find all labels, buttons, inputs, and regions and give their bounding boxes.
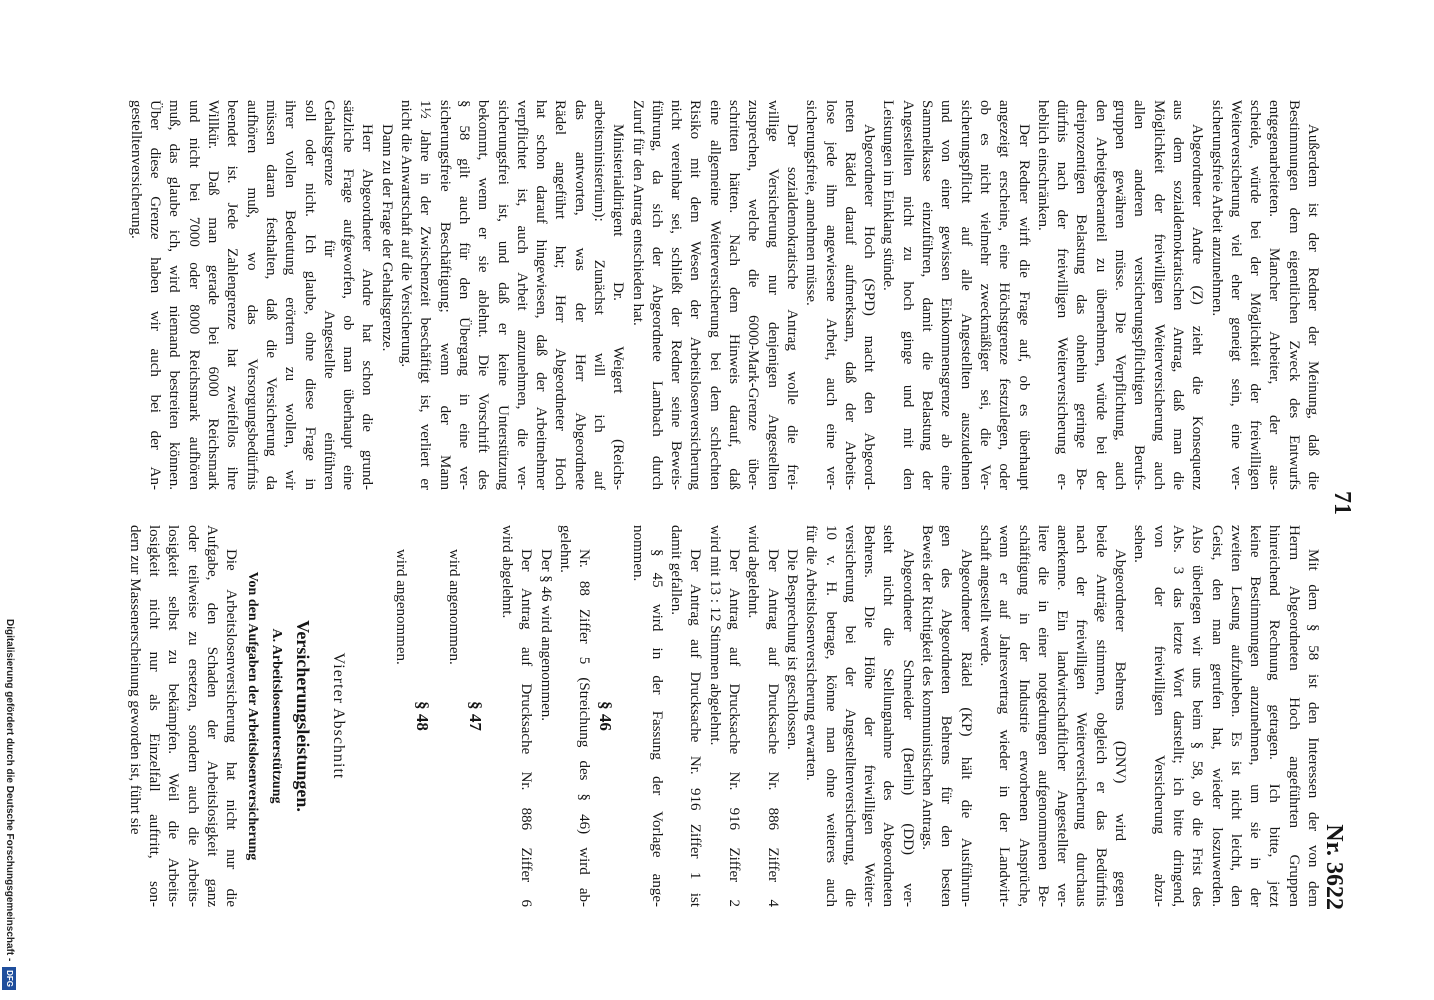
text-line: Willkür. Daß man gerade bei 6000 Reichsmark bbox=[205, 100, 222, 490]
text-line: wird abgelehnt. bbox=[745, 525, 762, 619]
text-line: ob es nicht vielmehr zweckmäßiger sei, die Ver- bbox=[976, 100, 993, 490]
text-line: Leistungen im Einklang stünde. bbox=[880, 100, 897, 291]
text-line: Abgeordneter Rädel (KP) hält die Ausführun- bbox=[957, 549, 974, 907]
text-line: für die Arbeitslosenversicherung erwarten. bbox=[803, 525, 820, 781]
paragraph bbox=[1206, 100, 1322, 490]
text-line: Der Redner wirft die Frage auf, ob es überhaupt bbox=[1015, 124, 1032, 490]
text-line: versicherung bei der Angestelltenversicherung, die bbox=[841, 525, 858, 907]
text-line: Abgeordneter Behrens (DNV) wird gegen bbox=[1112, 549, 1129, 907]
text-line: heblich einschränken. bbox=[1034, 100, 1051, 231]
text-line: damit gefallen. bbox=[668, 525, 685, 615]
text-line: verpflichtet ist, auch Arbeit anzunehmen, die ver- bbox=[513, 100, 530, 490]
text-line: von der freiwilligen Versicherung abzu- bbox=[1150, 525, 1167, 907]
text-line: keine Bestimmungen anzunehmen, um sie in der bbox=[1247, 525, 1264, 907]
paragraph bbox=[743, 525, 782, 907]
text-line: müssen daran festhalten, daß die Versicherung da bbox=[262, 100, 279, 490]
text-line: Außerdem ist der Redner der Meinung, daß die bbox=[1305, 124, 1321, 490]
text-line: nicht vereinbar sei, schließt der Redner seine Beweis- bbox=[668, 100, 685, 490]
paragraph bbox=[782, 525, 801, 907]
text-line: scheide, würde bei der Möglichkeit der freiwilligen bbox=[1247, 100, 1264, 490]
text-line: hinreichend Rechnung getragen. Ich bitte, jetzt bbox=[1266, 525, 1283, 907]
text-line: § 58 gilt auch für den Übergang in eine ver- bbox=[455, 100, 472, 490]
text-line: Der Antrag auf Drucksache Nr. 916 Ziffer 2 bbox=[726, 549, 743, 907]
heading-text: § 47 bbox=[465, 701, 485, 731]
text-line: Aufgabe, den Schaden der Arbeitslosigkeit ganz bbox=[203, 525, 220, 907]
digitization-credit bbox=[2, 619, 16, 990]
text-line: oder teilweise zu ersetzen, sondern auch die Arbeits- bbox=[184, 525, 201, 907]
text-line: Nr. 88 Ziffer 5 (Streichung des § 46) wird ab- bbox=[576, 549, 593, 907]
text-line: § 45 wird in der Fassung der Vorlage ange- bbox=[648, 549, 665, 907]
text-line: entgegenarbeiteten. Mancher Arbeiter, der aus- bbox=[1266, 100, 1283, 490]
text-line: sicherungspflicht auf alle Angestellten auszudehnen bbox=[957, 100, 974, 490]
text-line: das antworten, was der Herr Abgeordnete bbox=[571, 100, 588, 490]
paragraph bbox=[390, 525, 409, 907]
text-line: gruppen gewähren müsse. Die Verpflichtung, auch bbox=[1112, 100, 1129, 490]
text-line: Sammelkasse einzuführen, damit die Belastung der bbox=[919, 100, 936, 490]
text-line: Weiterversicherung viel eher geneigt sein, eine ver- bbox=[1227, 100, 1244, 490]
text-line: Gehaltsgrenze für Angestellte einführen bbox=[320, 100, 337, 490]
text-line: Geist, den man gerufen hat, wieder loszuwerden. bbox=[1208, 525, 1225, 907]
paragraph bbox=[1129, 525, 1322, 907]
paragraph bbox=[627, 525, 666, 907]
text-line: Der Antrag auf Drucksache Nr. 886 Ziffer 4 bbox=[764, 549, 781, 907]
text-line: soll oder nicht. Ich glaube, ohne diese Frage in bbox=[301, 100, 318, 490]
page-number: 71 bbox=[1329, 491, 1355, 515]
paragraph bbox=[124, 525, 240, 907]
paragraph bbox=[801, 100, 878, 490]
heading-text: § 46 bbox=[596, 701, 616, 731]
left-text-column bbox=[126, 100, 1322, 490]
text-line: bekommt, wenn er sie ablehnt. Die Vorschrift des bbox=[475, 100, 492, 490]
text-line: Bestimmungen dem eigentlichen Zweck des Entwurfs bbox=[1285, 100, 1302, 490]
document-number: Nr. 3622 bbox=[1321, 824, 1347, 910]
text-line: nicht die Anwartschaft auf die Versicherung. bbox=[398, 100, 415, 368]
text-line: nach der freiwilligen Weiterversicherung durchaus bbox=[1073, 525, 1090, 907]
text-line: Herr Abgeordneter Andre hat schon die grund- bbox=[359, 124, 376, 490]
text-line: neten Rädel darauf aufmerksam, daß der Arbeits- bbox=[841, 100, 858, 490]
text-line: Zuruf für den Antrag entschieden hat. bbox=[629, 100, 646, 326]
text-line: hat schon darauf hingewiesen, daß der Arbeitnehmer bbox=[533, 100, 550, 490]
paragraph bbox=[535, 525, 554, 907]
paragraph bbox=[126, 100, 377, 490]
text-line: nommen. bbox=[629, 525, 646, 582]
text-line: Risiko mit dem Wesen der Arbeitslosenversicherung bbox=[687, 100, 704, 490]
text-line: gen des Abgeordneten Behrens für den besten bbox=[938, 525, 955, 907]
part-heading bbox=[324, 525, 352, 907]
text-line: wird mit 13 : 12 Stimmen abgelehnt. bbox=[706, 525, 723, 746]
text-line: losigkeit nicht nur als Einzelfall auftritt, son- bbox=[146, 525, 163, 907]
section-heading bbox=[593, 525, 617, 907]
text-line: schaft angestellt werde. bbox=[976, 525, 993, 667]
text-line: Der Antrag auf Drucksache Nr. 886 Ziffer 6 bbox=[518, 549, 535, 907]
text-line: sicherungsfreie Beschäftigung; wenn der Mann bbox=[436, 100, 453, 490]
heading-text: Von den Aufgaben der Arbeitslosenversicherung bbox=[245, 571, 261, 861]
paragraph bbox=[444, 525, 463, 907]
chapter-heading bbox=[264, 525, 288, 907]
text-line: arbeitsministerium): Zunächst will ich auf bbox=[591, 100, 608, 490]
text-line: gelehnt. bbox=[557, 525, 574, 573]
heading-text: A. Arbeitslosenunterstützung bbox=[269, 628, 285, 804]
text-line: Also überlegen wir uns beim § 58, ob die Frist des bbox=[1189, 525, 1206, 907]
text-line: Mit dem § 58 ist den Interessen der von dem bbox=[1305, 549, 1321, 907]
text-line: 1½ Jahre in der Zwischenzeit beschäftigt ist, verliert er bbox=[417, 100, 434, 490]
section-heading bbox=[410, 525, 434, 907]
text-line: sätzliche Frage aufgeworfen, ob man überhaupt eine bbox=[340, 100, 357, 490]
text-line: den Arbeitgeberanteil zu übernehmen, würde bei der bbox=[1092, 100, 1109, 490]
text-line: ihrer vollen Bedeutung erörtern zu wollen, wir bbox=[282, 100, 299, 490]
text-line: Die Arbeitslosenversicherung hat nicht nur die bbox=[223, 549, 240, 907]
paragraph bbox=[376, 100, 395, 490]
text-line: Abgeordneter Hoch (SPD) macht den Abgeord- bbox=[861, 124, 878, 490]
text-line: dern zur Massenerscheinung geworden ist, führt sie bbox=[126, 525, 143, 835]
heading-text: § 48 bbox=[412, 701, 432, 731]
dfg-logo: DFG bbox=[2, 967, 16, 990]
text-line: wird abgelehnt. bbox=[499, 525, 516, 619]
paragraph bbox=[917, 525, 975, 907]
text-line: Behrens. Die Höhe der freiwilligen Weiter- bbox=[861, 525, 878, 907]
paragraph bbox=[878, 100, 1032, 490]
heading-text: Vierter Abschnitt bbox=[330, 652, 348, 780]
text-line: wird angenommen. bbox=[392, 549, 409, 665]
text-line: Abgeordneter Andre (Z) zieht die Konsequenz bbox=[1189, 124, 1206, 490]
paragraph bbox=[1033, 100, 1207, 490]
text-line: willige Versicherung nur denjenigen Angestellten bbox=[764, 100, 781, 490]
part-title bbox=[288, 525, 318, 907]
text-line: Die Besprechung ist geschlossen. bbox=[783, 549, 800, 750]
text-line: Der § 46 wird angenommen. bbox=[537, 549, 554, 722]
paragraph bbox=[555, 525, 594, 907]
text-line: Abs. 3 das letzte Wort darstellt; ich bitte dringend, bbox=[1169, 525, 1186, 907]
text-line: eine allgemeine Weiterversicherung bei dem schlechten bbox=[706, 100, 723, 490]
paragraph bbox=[975, 525, 1129, 907]
text-line: lose jede ihm angewiesene Arbeit, auch eine ver- bbox=[822, 100, 839, 490]
text-line: steht nicht die Stellungnahme des Abgeordneten bbox=[880, 525, 897, 907]
text-line: dreiprozentigen Belastung das ohnehin geringe Be- bbox=[1073, 100, 1090, 490]
text-line: gestelltenversicherung. bbox=[127, 100, 144, 239]
topic-heading bbox=[240, 525, 264, 907]
paragraph bbox=[666, 525, 705, 907]
text-line: sicherungsfreie, annehmen müsse. bbox=[803, 100, 820, 306]
text-line: und nicht bei 7000 oder 8000 Reichsmark aufhören bbox=[185, 100, 202, 490]
paragraph bbox=[705, 525, 744, 907]
text-line: Beweis der Richtigkeit des kommunistischen Antrags. bbox=[919, 525, 936, 850]
text-line: muß, das glaube ich, wird niemand bestreiten können. bbox=[166, 100, 183, 490]
text-line: wird angenommen. bbox=[445, 549, 462, 665]
text-line: Der sozialdemokratische Antrag wolle die frei- bbox=[783, 124, 800, 490]
text-line: beide Anträge stimmen, obgleich er das Bedürfnis bbox=[1092, 525, 1109, 907]
credit-text: Digitalisierung gefördert durch die Deutsche Forschungsgemeinschaft - bbox=[4, 619, 15, 962]
text-line: schäftigung in der Industrie erworbenen Ansprüche, bbox=[1015, 525, 1032, 907]
text-line: und von einer gewissen Einkommensgrenze ab eine bbox=[938, 100, 955, 490]
text-line: Dann zu der Frage der Gehaltsgrenze. bbox=[378, 124, 395, 352]
text-line: wenn er auf Jahresvertrag wieder in der Landwirt- bbox=[996, 525, 1013, 907]
text-line: Herrn Abgeordneten Hoch angeführten Gruppen bbox=[1285, 525, 1302, 907]
text-line: sehen. bbox=[1131, 525, 1148, 563]
text-line: zweiten Lesung aufzuheben. Es ist nicht leicht, den bbox=[1227, 525, 1244, 907]
text-line: aufhören muß, wo das Versorgungsbedürfnis bbox=[243, 100, 260, 490]
text-line: Abgeordneter Schneider (Berlin) (DD) ver- bbox=[899, 549, 916, 907]
text-line: führung, da sich der Abgeordnete Lambach durch bbox=[648, 100, 665, 490]
text-line: Der Antrag auf Drucksache Nr. 916 Ziffer 1 ist bbox=[687, 549, 704, 907]
text-line: dürfnis nach der freiwilligen Weiterversicherung er- bbox=[1054, 100, 1071, 490]
text-line: liere die in einer notgedrungen aufgenommenen Be- bbox=[1034, 525, 1051, 907]
paragraph bbox=[396, 100, 628, 490]
text-line: Über diese Grenze haben wir auch bei der An- bbox=[147, 100, 164, 490]
section-heading bbox=[463, 525, 487, 907]
text-line: beendet ist. Jede Zahlengrenze hat zweifellos ihre bbox=[224, 100, 241, 490]
text-line: anerkenne. Ein landwirtschaftlicher Angestellter ver- bbox=[1054, 525, 1071, 907]
text-line: schritten hätten. Nach dem Hinweis darauf, daß bbox=[726, 100, 743, 490]
text-line: losigkeit selbst zu bekämpfen. Weil die Arbeits- bbox=[165, 525, 182, 907]
text-line: Möglichkeit der freiwilligen Weiterversicherung auch bbox=[1150, 100, 1167, 490]
paragraph bbox=[801, 525, 917, 907]
text-line: sicherungsfreie Arbeit anzunehmen. bbox=[1208, 100, 1225, 317]
text-line: aus dem sozialdemokratischen Antrag, daß man die bbox=[1169, 100, 1186, 490]
text-line: sicherungsfrei ist, und daß er keine Unterstützung bbox=[494, 100, 511, 490]
text-line: Angestellten nicht zu hoch ginge und mit den bbox=[899, 100, 916, 490]
paragraph bbox=[627, 100, 801, 490]
text-line: zusprechen, welche die 6000-Mark-Grenze über- bbox=[745, 100, 762, 490]
right-text-column bbox=[124, 525, 1322, 907]
text-line: 10 v. H. betrage, könne man ohne weiteres auch bbox=[822, 525, 839, 907]
paragraph bbox=[497, 525, 536, 907]
text-line: Ministerialdirigent Dr. Weigert (Reichs- bbox=[610, 124, 627, 490]
text-line: angezeigt erscheine, eine Höchstgrenze festzulegen, oder bbox=[996, 100, 1013, 490]
text-line: Rädel angeführt hat; Herr Abgeordneter Hoch bbox=[552, 100, 569, 490]
text-line: allen anderen versicherungspflichtigen Berufs- bbox=[1131, 100, 1148, 490]
heading-text: Versicherungsleistungen. bbox=[293, 620, 314, 812]
